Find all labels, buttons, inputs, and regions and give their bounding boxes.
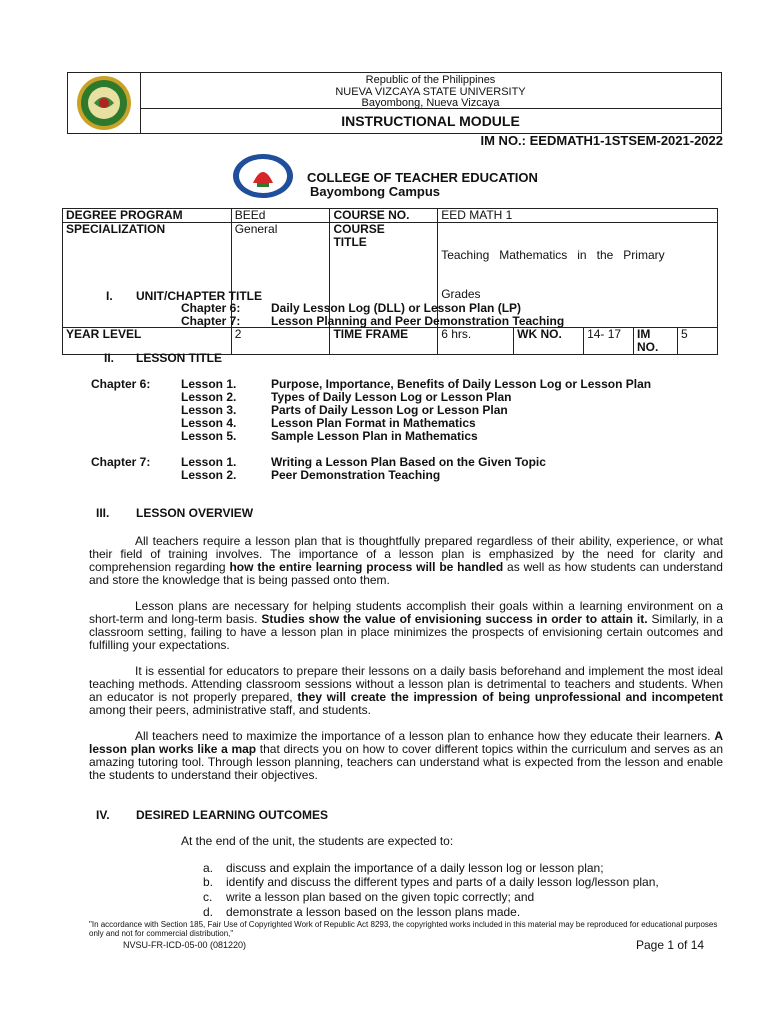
outcome-text: discuss and explain the importance of a daily lesson log or lesson plan; bbox=[226, 861, 604, 875]
year-level-label: YEAR LEVEL bbox=[63, 328, 232, 355]
table-row bbox=[63, 209, 718, 223]
university-address: Bayombong, Nueva Vizcaya bbox=[361, 97, 500, 109]
lesson-label: Lesson 4. bbox=[181, 416, 237, 430]
module-title: INSTRUCTIONAL MODULE bbox=[341, 113, 520, 129]
college-block bbox=[307, 171, 538, 199]
week-no-label: WK NO. bbox=[514, 328, 584, 355]
lesson-title: Purpose, Importance, Benefits of Daily Lesson Log or Lesson Plan bbox=[271, 377, 652, 391]
university-seal-icon bbox=[68, 73, 140, 133]
section-2-title: LESSON TITLE bbox=[136, 351, 223, 365]
paragraph-text: Similarly, in a classroom setting, failing to have a lesson plan in place minimizes the prospects of envisioning certain outcomes and fulfilling your expectations. bbox=[89, 612, 724, 652]
section-4-number: IV. bbox=[96, 808, 110, 822]
im-no-label: IM NO. bbox=[634, 328, 678, 355]
paragraph-text: All teachers need to maximize the importance of a lesson plan to enhance how they educate their learners. bbox=[135, 729, 715, 743]
lesson-title: Parts of Daily Lesson Log or Lesson Plan bbox=[271, 403, 508, 417]
specialization-value: General bbox=[231, 223, 330, 328]
overview-paragraph-2 bbox=[89, 600, 723, 652]
outcome-letter: b. bbox=[203, 875, 214, 889]
lesson-label: Lesson 3. bbox=[181, 403, 237, 417]
outcome-text: demonstrate a lesson based on the lesson plans made. bbox=[226, 905, 521, 919]
section-2-number: II. bbox=[104, 351, 115, 365]
form-code: NVSU-FR-ICD-05-00 (081220) bbox=[123, 940, 247, 950]
chapter-label: Chapter 7: bbox=[181, 314, 241, 328]
week-no-value: 14- 17 bbox=[584, 328, 634, 355]
lesson-label: Lesson 1. bbox=[181, 377, 237, 391]
paragraph-emphasis: they will create the impression of being unprofessional and incompetent bbox=[297, 690, 723, 704]
course-title-label-line1: COURSE bbox=[333, 222, 385, 236]
overview-paragraph-4 bbox=[89, 730, 723, 782]
lesson-label: Lesson 5. bbox=[181, 429, 237, 443]
college-campus: Bayombong Campus bbox=[310, 184, 441, 199]
degree-value: BEEd bbox=[231, 209, 330, 223]
course-title-value-line1: Teaching Mathematics in the Primary bbox=[441, 248, 665, 262]
republic-line: Republic of the Philippines bbox=[365, 74, 496, 86]
paragraph-emphasis: Studies show the value of envisioning success in order to attain it. bbox=[261, 612, 648, 626]
paragraph-text: among their peers, administrative staff, and students. bbox=[89, 703, 371, 717]
lesson-title: Writing a Lesson Plan Based on the Given Topic bbox=[271, 455, 546, 469]
year-level-value: 2 bbox=[231, 328, 330, 355]
outcome-letter: c. bbox=[203, 890, 213, 904]
outcome-text: write a lesson plan based on the given topic correctly; and bbox=[226, 890, 535, 904]
outcome-letter: d. bbox=[203, 905, 214, 919]
course-title-label-line2: TITLE bbox=[333, 235, 367, 249]
section-1-number: I. bbox=[106, 289, 113, 303]
chapter-title: Lesson Planning and Peer Demonstration Teaching bbox=[271, 314, 565, 328]
lesson-label: Lesson 2. bbox=[181, 390, 237, 404]
university-name: NUEVA VIZCAYA STATE UNIVERSITY bbox=[335, 85, 526, 98]
course-no-value: EED MATH 1 bbox=[438, 209, 718, 223]
section-3-number: III. bbox=[96, 506, 110, 520]
college-name: COLLEGE OF TEACHER EDUCATION bbox=[307, 170, 538, 185]
specialization-label: SPECIALIZATION bbox=[63, 223, 232, 328]
lesson-label: Lesson 2. bbox=[181, 468, 237, 482]
im-no-value: 5 bbox=[677, 328, 717, 355]
outcomes-intro: At the end of the unit, the students are expected to: bbox=[181, 834, 454, 848]
course-no-label: COURSE NO. bbox=[330, 209, 438, 223]
document-header bbox=[67, 72, 722, 134]
chapter-7-label: Chapter 7: bbox=[91, 455, 151, 469]
paragraph-text: as well as how students can understand and store the knowledge that is being passed onto them. bbox=[89, 560, 723, 587]
college-seal-icon bbox=[231, 153, 295, 199]
lesson-title: Lesson Plan Format in Mathematics bbox=[271, 416, 476, 430]
chapter-6-label: Chapter 6: bbox=[91, 377, 151, 391]
outcome-letter: a. bbox=[203, 861, 214, 875]
chapter-title: Daily Lesson Log (DLL) or Lesson Plan (LP) bbox=[271, 301, 522, 315]
lesson-title: Peer Demonstration Teaching bbox=[271, 468, 441, 482]
paragraph-text: It is essential for educators to prepare their lessons on a daily basis beforehand and implement the most ideal teaching methods. Attending classroom sessions without a lesson plan is detrimental to teachers and students. When an educator is not properly prepared, bbox=[89, 664, 723, 704]
chapter-label: Chapter 6: bbox=[181, 301, 241, 315]
section-1-title: UNIT/CHAPTER TITLE bbox=[136, 289, 262, 303]
paragraph-emphasis: A lesson plan works like a map bbox=[89, 729, 723, 756]
time-frame-label: TIME FRAME bbox=[330, 328, 438, 355]
university-logo-cell bbox=[68, 73, 141, 133]
copyright-note: "In accordance with Section 185, Fair Use of Copyrighted Work of Republic Act 8293, the copyrighted works included in this material may be reproduced for educational purposes only and not for commercial distribution," bbox=[89, 920, 718, 938]
overview-paragraph-3 bbox=[89, 665, 723, 717]
outcome-text: identify and discuss the different types and parts of a daily lesson log/lesson plan, bbox=[226, 875, 659, 889]
degree-label: DEGREE PROGRAM bbox=[63, 209, 232, 223]
paragraph-emphasis: how the entire learning process will be handled bbox=[229, 560, 504, 574]
university-info bbox=[140, 73, 721, 109]
lesson-label: Lesson 1. bbox=[181, 455, 237, 469]
page-number: Page 1 of 14 bbox=[636, 938, 705, 952]
section-3-title: LESSON OVERVIEW bbox=[136, 506, 254, 520]
paragraph-text: that directs you on how to cover different topics within the curriculum and serves as an amazing tutoring tool. Through lesson planning, teachers can understand what is expected from the lesson and enable the students to understand their objectives. bbox=[89, 742, 723, 782]
im-number: IM NO.: EEDMATH1-1STSEM-2021-2022 bbox=[480, 133, 723, 148]
overview-paragraph-1 bbox=[89, 535, 723, 587]
lesson-title: Sample Lesson Plan in Mathematics bbox=[271, 429, 478, 443]
paragraph-text: All teachers require a lesson plan that is thoughtfully prepared regardless of their ability, experience, or what their field of training involves. The importance of a lesson plan is emphasized by the need for clarity and comprehension regarding bbox=[89, 534, 723, 574]
time-frame-value: 6 hrs. bbox=[438, 328, 514, 355]
course-title-value-line2: Grades bbox=[441, 287, 481, 301]
paragraph-text: Lesson plans are necessary for helping students accomplish their goals within a learning environment on a short-term and long-term basis. bbox=[89, 599, 723, 626]
course-info-table bbox=[62, 208, 718, 355]
section-4-title: DESIRED LEARNING OUTCOMES bbox=[136, 808, 329, 822]
lesson-title: Types of Daily Lesson Log or Lesson Plan bbox=[271, 390, 512, 404]
